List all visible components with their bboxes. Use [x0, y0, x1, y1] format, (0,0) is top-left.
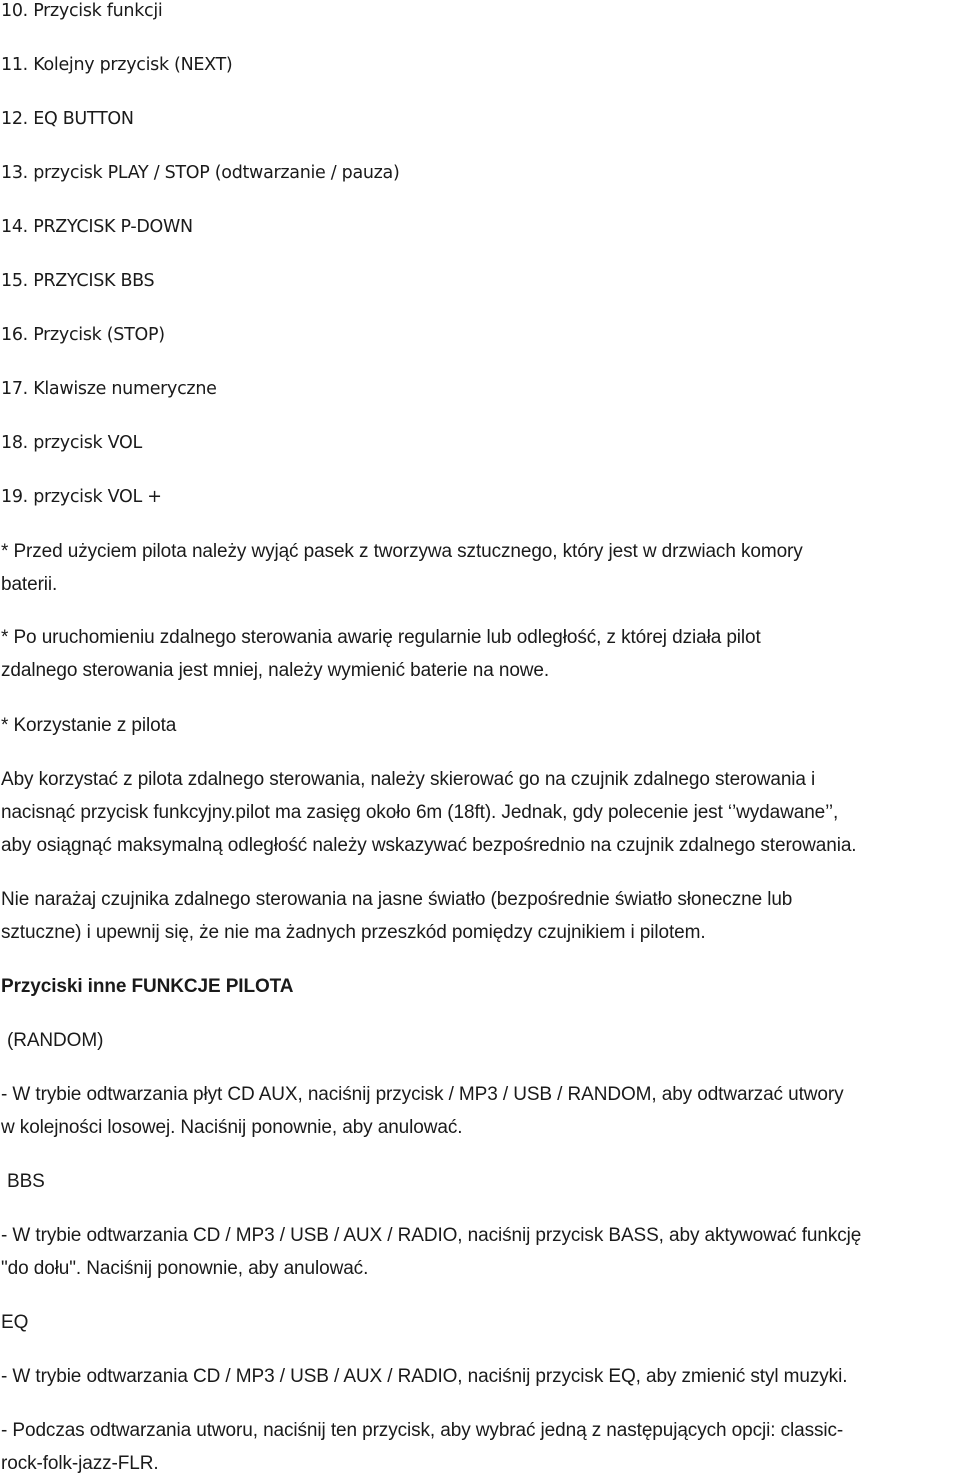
list-item: 10. Przycisk funkcji — [1, 1, 163, 21]
paragraph-line: Nie narażaj czujnika zdalnego sterowania na jasne światło (bezpośrednie światło słoneczne lub — [1, 889, 793, 910]
functions-heading: Przyciski inne FUNKCJE PILOTA — [1, 976, 294, 997]
paragraph-line: - Podczas odtwarzania utworu, naciśnij ten przycisk, aby wybrać jedną z następujących opcji: classic- — [1, 1420, 844, 1441]
paragraph-line: aby osiągnąć maksymalną odległość należy wskazywać bezpośrednio na czujnik zdalnego sterowania. — [1, 835, 857, 856]
paragraph-line: * Po uruchomieniu zdalnego sterowania awarię regularnie lub odległość, z której działa pilot — [1, 627, 761, 648]
paragraph-line: zdalnego sterowania jest mniej, należy wymienić baterie na nowe. — [1, 660, 550, 681]
list-item: 16. Przycisk (STOP) — [1, 325, 165, 345]
list-item: 18. przycisk VOL — [1, 433, 142, 453]
eq-label: EQ — [1, 1312, 29, 1333]
paragraph-line: Aby korzystać z pilota zdalnego sterowania, należy skierować go na czujnik zdalnego sterowania i — [1, 769, 816, 790]
paragraph-line: - W trybie odtwarzania CD / MP3 / USB / AUX / RADIO, naciśnij przycisk BASS, aby aktywować funkcję — [1, 1225, 862, 1246]
list-item: 11. Kolejny przycisk (NEXT) — [1, 55, 233, 75]
paragraph-line: sztuczne) i upewnij się, że nie ma żadnych przeszkód pomiędzy czujnikiem i pilotem. — [1, 922, 706, 943]
paragraph-line: - W trybie odtwarzania CD / MP3 / USB / AUX / RADIO, naciśnij przycisk EQ, aby zmienić styl muzyki. — [1, 1366, 848, 1387]
paragraph-line: - W trybie odtwarzania płyt CD AUX, naciśnij przycisk / MP3 / USB / RANDOM, aby odtwarzać utwory — [1, 1084, 844, 1105]
paragraph-line: rock-folk-jazz-FLR. — [1, 1453, 159, 1474]
paragraph-line: baterii. — [1, 574, 58, 595]
paragraph-line: w kolejności losowej. Naciśnij ponownie, aby anulować. — [1, 1117, 463, 1138]
random-label: (RANDOM) — [7, 1030, 104, 1051]
list-item: 17. Klawisze numeryczne — [1, 379, 217, 399]
paragraph-line: * Przed użyciem pilota należy wyjąć pasek z tworzywa sztucznego, który jest w drzwiach komory — [1, 541, 803, 562]
list-item: 19. przycisk VOL + — [1, 487, 162, 507]
list-item: 15. PRZYCISK BBS — [1, 271, 155, 291]
bbs-label: BBS — [7, 1171, 45, 1192]
list-item: 14. PRZYCISK P-DOWN — [1, 217, 193, 237]
list-item: 13. przycisk PLAY / STOP (odtwarzanie / pauza) — [1, 163, 400, 183]
paragraph-line: nacisnąć przycisk funkcyjny.pilot ma zasięg około 6m (18ft). Jednak, gdy polecenie jest ‘’wydawane’’, — [1, 802, 839, 823]
paragraph-line: "do dołu". Naciśnij ponownie, aby anulować. — [1, 1258, 369, 1279]
list-item: 12. EQ BUTTON — [1, 109, 134, 129]
usage-heading: * Korzystanie z pilota — [1, 715, 177, 736]
